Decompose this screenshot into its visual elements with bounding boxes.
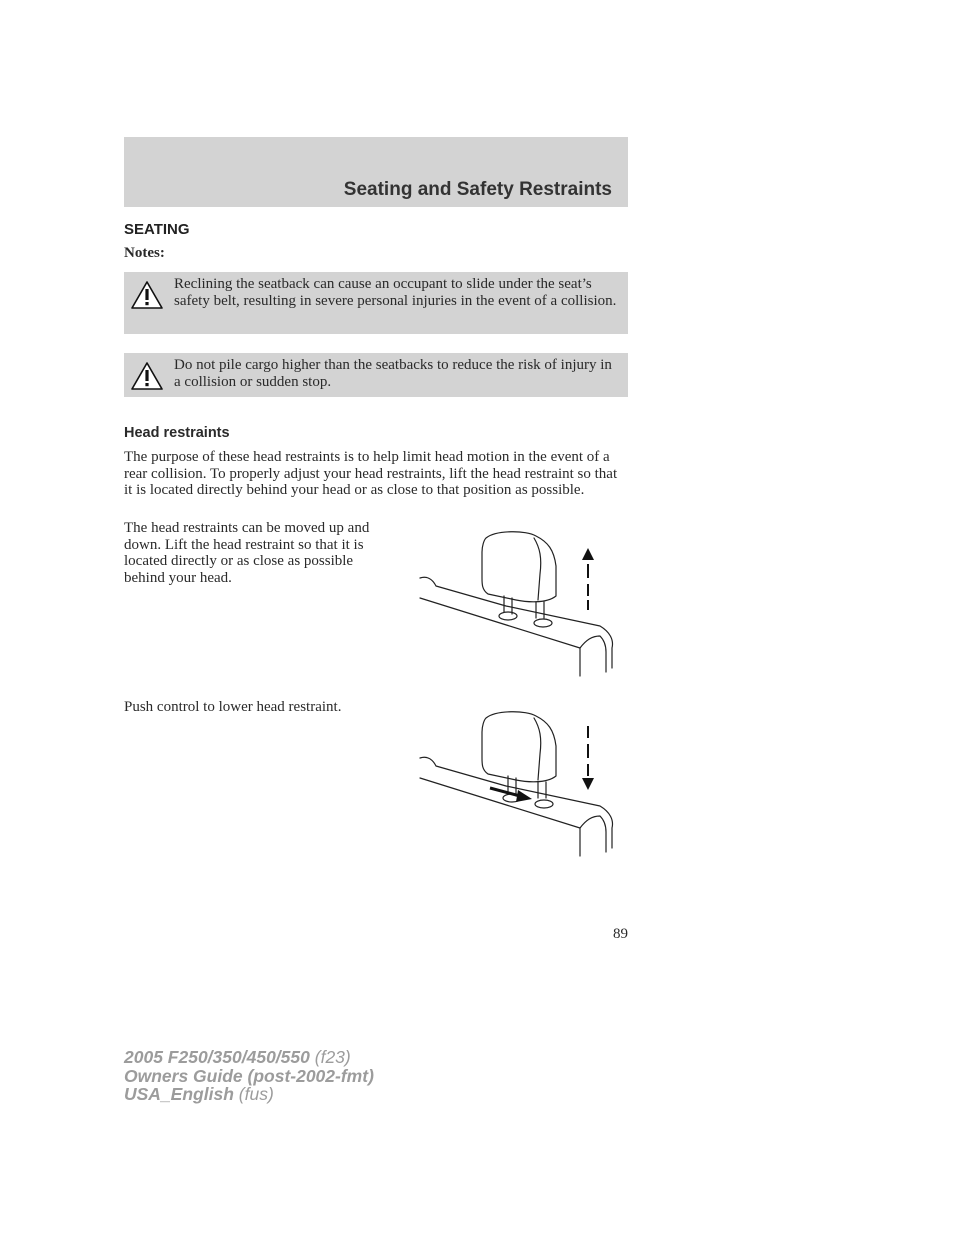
lower-instructions: Push control to lower head restraint.: [124, 699, 342, 715]
head-restraint-raise-illustration: [416, 528, 620, 678]
page-number: 89: [613, 926, 628, 942]
warning-triangle-icon: [130, 280, 164, 310]
arrow-down-icon: [582, 726, 594, 790]
warning-box-cargo: [124, 353, 628, 397]
warning-text: Do not pile cargo higher than the seatbacks to reduce the risk of injury in a collision or sudden stop.: [174, 357, 612, 390]
head-restraint-lower-illustration: [416, 708, 620, 858]
footer-line-language: USA_English (fus): [124, 1084, 274, 1104]
raise-instructions: The head restraints can be moved up and down. Lift the head restraint so that it is located directly or as close as possible behind your head.: [124, 520, 370, 586]
seating-heading: SEATING: [124, 221, 190, 238]
footer-line-guide: Owners Guide (post-2002-fmt): [124, 1065, 374, 1086]
head-restraints-intro: The purpose of these head restraints is to help limit head motion in the event of a rear collision. To properly adjust your head restraints, lift the head restraint so that it is located directly behind your head or as close to that position as possible.: [124, 449, 618, 498]
warning-box-recline: [124, 272, 628, 334]
footer-line-model: 2005 F250/350/450/550 (f23): [124, 1047, 351, 1067]
section-title: Seating and Safety Restraints: [343, 179, 612, 200]
arrow-up-icon: [582, 548, 594, 610]
document-footer: [124, 1048, 374, 1104]
section-header-band: [124, 137, 628, 207]
warning-text: Reclining the seatback can cause an occupant to slide under the seat’s safety belt, resulting in severe personal injuries in the event of a collision.: [174, 276, 617, 309]
notes-label: Notes:: [124, 245, 165, 261]
head-restraints-heading: Head restraints: [124, 425, 230, 441]
warning-triangle-icon: [130, 361, 164, 391]
